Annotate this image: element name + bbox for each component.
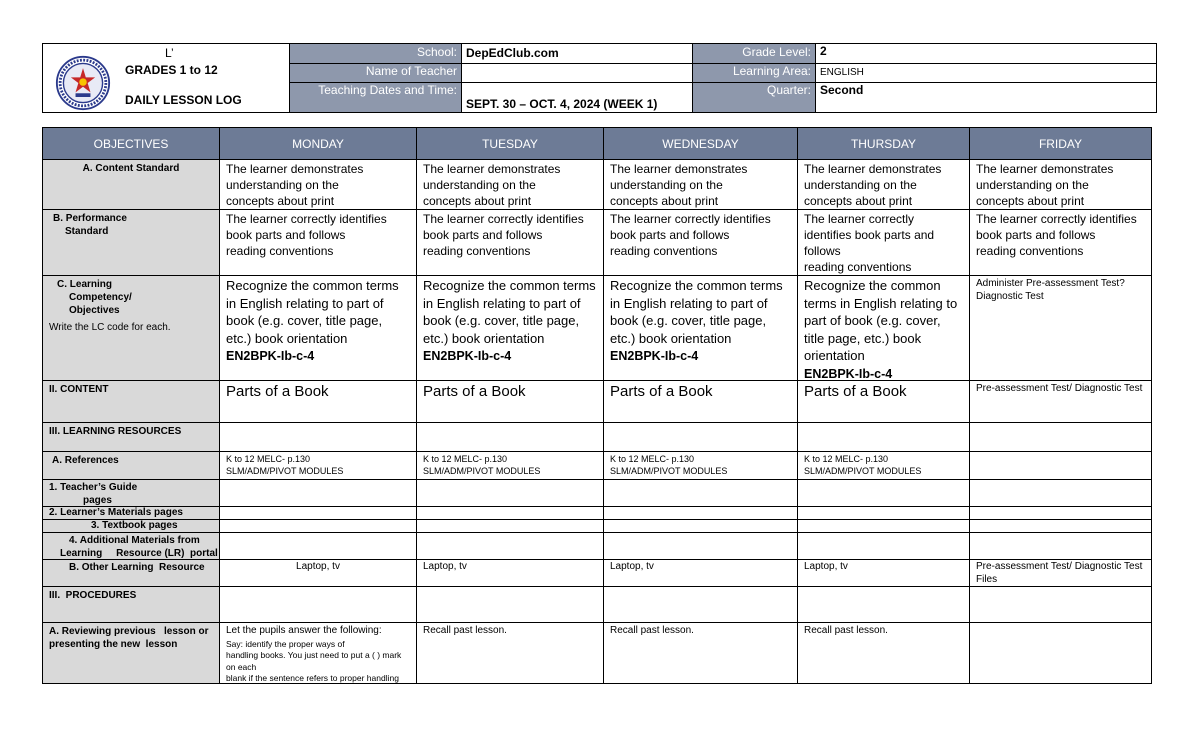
table-cell[interactable] [220, 560, 417, 586]
content-label: II. CONTENT [49, 384, 109, 395]
cell-text: Laptop, tv [610, 561, 654, 572]
table-cell[interactable] [220, 160, 417, 209]
cell-text: The learner demonstrates understanding on the concepts about print [226, 162, 364, 208]
table-cell[interactable] [220, 623, 417, 683]
table-cell[interactable] [798, 533, 970, 559]
row-label [43, 533, 220, 559]
col-wednesday: WEDNESDAY [604, 128, 798, 159]
references-label: A. References [52, 455, 119, 466]
reference-line: K to 12 MELC- p.130 [804, 454, 889, 464]
table-cell[interactable] [798, 520, 970, 532]
cell-text [417, 276, 603, 366]
table-row [43, 507, 1151, 520]
cell-text: Recall past lesson. [804, 625, 888, 636]
table-cell[interactable] [970, 520, 1151, 532]
additional-materials-label: 4. Additional Materials from [69, 535, 200, 546]
table-cell[interactable] [798, 507, 970, 519]
table-cell[interactable] [604, 623, 798, 683]
col-tuesday: TUESDAY [417, 128, 604, 159]
content-standard-label: A. Content Standard [82, 163, 180, 174]
table-cell[interactable] [970, 276, 1151, 380]
reviewing-label: presenting the new lesson [49, 639, 178, 650]
row-label [43, 381, 220, 422]
lc-code: EN2BPK-Ib-c-4 [226, 349, 315, 363]
daily-lesson-log-title: DAILY LESSON LOG [125, 93, 242, 107]
cell-text [220, 276, 416, 366]
grades-title: GRADES 1 to 12 [125, 63, 218, 77]
table-cell[interactable] [798, 587, 970, 622]
table-cell[interactable] [604, 560, 798, 586]
cell-text: The learner correctly identifies book parts and follows reading conventions [423, 212, 584, 258]
table-cell[interactable] [970, 560, 1151, 586]
table-cell[interactable] [970, 160, 1151, 209]
table-row [43, 452, 1151, 480]
table-cell[interactable] [417, 381, 604, 422]
table-cell[interactable] [798, 276, 970, 380]
competency-text: Recognize the common terms in English relating to part of book (e.g. cover, title page, etc.) book orientation [226, 278, 399, 346]
table-cell[interactable] [604, 423, 798, 451]
table-row [43, 560, 1151, 587]
school-label: School: [290, 44, 462, 63]
table-row [43, 623, 1151, 683]
table-cell[interactable] [604, 160, 798, 209]
header-title-block [43, 44, 290, 112]
table-cell[interactable] [220, 381, 417, 422]
table-cell[interactable] [798, 452, 970, 479]
table-row [43, 276, 1151, 381]
table-cell[interactable] [220, 480, 417, 506]
deped-seal-icon [55, 55, 111, 111]
header-divider [290, 63, 1156, 64]
cell-text: Parts of a Book [423, 383, 526, 400]
table-cell[interactable] [220, 210, 417, 275]
cell-text [604, 276, 797, 366]
lesson-log-table [42, 127, 1152, 684]
lc-code: EN2BPK-Ib-c-4 [804, 366, 893, 380]
table-cell[interactable] [220, 507, 417, 519]
cell-text [798, 276, 969, 380]
competency-label: Competency/ [69, 292, 132, 303]
row-label [43, 423, 220, 451]
row-label [43, 452, 220, 479]
table-cell[interactable] [220, 452, 417, 479]
col-friday: FRIDAY [970, 128, 1151, 159]
table-row [43, 160, 1151, 210]
row-label [43, 587, 220, 622]
table-cell[interactable] [417, 210, 604, 275]
cell-text: Laptop, tv [423, 561, 467, 572]
cell-text: Pre-assessment Test/ Diagnostic Test [976, 383, 1143, 394]
table-cell[interactable] [970, 381, 1151, 422]
table-cell[interactable] [798, 210, 970, 275]
row-label [43, 210, 220, 275]
cell-text: Laptop, tv [296, 561, 340, 572]
table-cell[interactable] [798, 160, 970, 209]
col-objectives: OBJECTIVES [43, 128, 220, 159]
header-apostrophe: L’ [165, 46, 174, 60]
cell-text: Parts of a Book [226, 383, 329, 400]
table-cell[interactable] [417, 623, 604, 683]
learners-materials-label: 2. Learner’s Materials pages [49, 507, 183, 518]
lesson-log-header [42, 43, 1157, 113]
quarter-label: Quarter: [692, 83, 816, 112]
reference-line: K to 12 MELC- p.130 [226, 454, 311, 464]
table-cell[interactable] [798, 623, 970, 683]
table-row [43, 520, 1151, 533]
table-cell[interactable] [970, 587, 1151, 622]
teachers-guide-label: 1. Teacher’s Guide [49, 482, 138, 493]
table-cell[interactable] [417, 276, 604, 380]
additional-materials-label: Learning Resource (LR) portal [60, 548, 218, 559]
row-label [43, 507, 220, 519]
grade-level-label: Grade Level: [692, 44, 816, 63]
table-cell[interactable] [417, 533, 604, 559]
table-cell[interactable] [604, 210, 798, 275]
table-cell[interactable] [417, 160, 604, 209]
table-cell[interactable] [604, 587, 798, 622]
table-row [43, 381, 1151, 423]
cell-text: Recall past lesson. [423, 625, 507, 636]
cell-text: The learner correctly identifies book parts and follows reading conventions [610, 212, 771, 258]
cell-text: The learner correctly identifies book parts and follows reading conventions [804, 212, 935, 274]
table-cell[interactable] [220, 533, 417, 559]
procedures-label: III. PROCEDURES [49, 590, 137, 601]
table-row [43, 533, 1151, 560]
table-header-row [43, 128, 1151, 160]
table-row [43, 480, 1151, 507]
cell-text: The learner correctly identifies book parts and follows reading conventions [976, 212, 1137, 258]
table-cell[interactable] [604, 452, 798, 479]
table-cell[interactable] [604, 520, 798, 532]
row-label [43, 623, 220, 683]
table-row [43, 587, 1151, 623]
cell-text: The learner demonstrates understanding on the concepts about print [804, 162, 942, 208]
textbook-label: 3. Textbook pages [91, 520, 178, 531]
cell-text: Laptop, tv [804, 561, 848, 572]
table-cell[interactable] [604, 507, 798, 519]
col-monday: MONDAY [220, 128, 417, 159]
table-cell[interactable] [417, 452, 604, 479]
school-value[interactable]: DepEdClub.com [461, 44, 692, 63]
table-cell[interactable] [604, 533, 798, 559]
table-cell[interactable] [220, 587, 417, 622]
table-row [43, 423, 1151, 452]
cell-text: Let the pupils answer the following: [226, 625, 382, 636]
table-cell[interactable] [798, 480, 970, 506]
header-divider [290, 82, 1156, 83]
table-cell[interactable] [798, 381, 970, 422]
row-label [43, 276, 220, 380]
cell-text: Parts of a Book [804, 383, 907, 400]
competency-label: Objectives [69, 305, 120, 316]
reference-line: K to 12 MELC- p.130 [610, 454, 695, 464]
cell-text: The learner demonstrates understanding on the concepts about print [976, 162, 1114, 208]
row-label [43, 480, 220, 506]
dates-value[interactable]: SEPT. 30 – OCT. 4, 2024 (WEEK 1) [461, 83, 692, 112]
cell-text: The learner demonstrates understanding on the concepts about print [423, 162, 561, 208]
cell-text: Administer Pre-assessment Test? Diagnostic Test [976, 278, 1125, 302]
teacher-label: Name of Teacher [290, 64, 462, 82]
cell-text: Pre-assessment Test/ Diagnostic Test Files [976, 561, 1143, 585]
lc-code: EN2BPK-Ib-c-4 [423, 349, 512, 363]
reference-line: K to 12 MELC- p.130 [423, 454, 508, 464]
reference-line: SLM/ADM/PIVOT MODULES [804, 465, 922, 476]
table-cell[interactable] [417, 587, 604, 622]
table-cell[interactable] [798, 423, 970, 451]
cell-text [220, 452, 416, 477]
competency-text: Recognize the common terms in English relating to part of book (e.g. cover, title page, etc.) book orientation [423, 278, 596, 346]
col-thursday: THURSDAY [798, 128, 970, 159]
learning-resources-label: III. LEARNING RESOURCES [49, 426, 182, 437]
teacher-value[interactable] [461, 64, 692, 82]
table-cell[interactable] [417, 507, 604, 519]
cell-text: Say: identify the proper ways of handling books. You just need to put a ( ) mark on each blank if the sentence refers to proper handling [226, 638, 402, 683]
cell-text: The learner demonstrates understanding on the concepts about print [610, 162, 748, 208]
table-cell[interactable] [970, 507, 1151, 519]
table-cell[interactable] [604, 480, 798, 506]
reference-line: SLM/ADM/PIVOT MODULES [610, 465, 728, 476]
table-cell[interactable] [417, 520, 604, 532]
cell-text [604, 452, 797, 477]
cell-text [417, 452, 603, 477]
performance-label: Standard [65, 226, 109, 237]
cell-text [798, 452, 969, 477]
competency-text: Recognize the common terms in English relating to part of book (e.g. cover, title page, etc.) book orientation [804, 278, 958, 363]
cell-text: The learner correctly identifies book parts and follows reading conventions [226, 212, 387, 258]
competency-text: Recognize the common terms in English relating to part of book (e.g. cover, title page, etc.) book orientation [610, 278, 783, 346]
cell-text: Recall past lesson. [610, 625, 694, 636]
reference-line: SLM/ADM/PIVOT MODULES [423, 465, 541, 476]
table-cell[interactable] [970, 423, 1151, 451]
competency-label: C. Learning [57, 279, 113, 290]
table-cell[interactable] [970, 480, 1151, 506]
quarter-value[interactable]: Second [815, 83, 1156, 112]
grade-level-value[interactable]: 2 [815, 44, 1156, 63]
lc-code-note: Write the LC code for each. [49, 322, 171, 333]
cell-text: Parts of a Book [610, 383, 713, 400]
table-row [43, 210, 1151, 276]
table-cell[interactable] [220, 276, 417, 380]
table-cell[interactable] [417, 480, 604, 506]
learning-area-value[interactable]: ENGLISH [815, 64, 1156, 82]
table-cell[interactable] [970, 533, 1151, 559]
reviewing-label: A. Reviewing previous lesson or [49, 626, 209, 637]
table-cell[interactable] [604, 276, 798, 380]
learning-area-label: Learning Area: [692, 64, 816, 82]
table-cell[interactable] [220, 520, 417, 532]
performance-label: B. Performance [53, 213, 127, 224]
row-label [43, 520, 220, 532]
table-cell[interactable] [417, 560, 604, 586]
lc-code: EN2BPK-Ib-c-4 [610, 349, 699, 363]
table-cell[interactable] [970, 210, 1151, 275]
other-resources-label: B. Other Learning Resource [69, 562, 205, 573]
row-label [43, 560, 220, 586]
table-cell[interactable] [970, 452, 1151, 479]
table-cell[interactable] [970, 623, 1151, 683]
table-cell[interactable] [417, 423, 604, 451]
table-cell[interactable] [220, 423, 417, 451]
teachers-guide-label: pages [83, 495, 112, 506]
table-cell[interactable] [798, 560, 970, 586]
dates-label: Teaching Dates and Time: [290, 83, 462, 112]
reference-line: SLM/ADM/PIVOT MODULES [226, 465, 344, 476]
table-cell[interactable] [604, 381, 798, 422]
row-label [43, 160, 220, 209]
